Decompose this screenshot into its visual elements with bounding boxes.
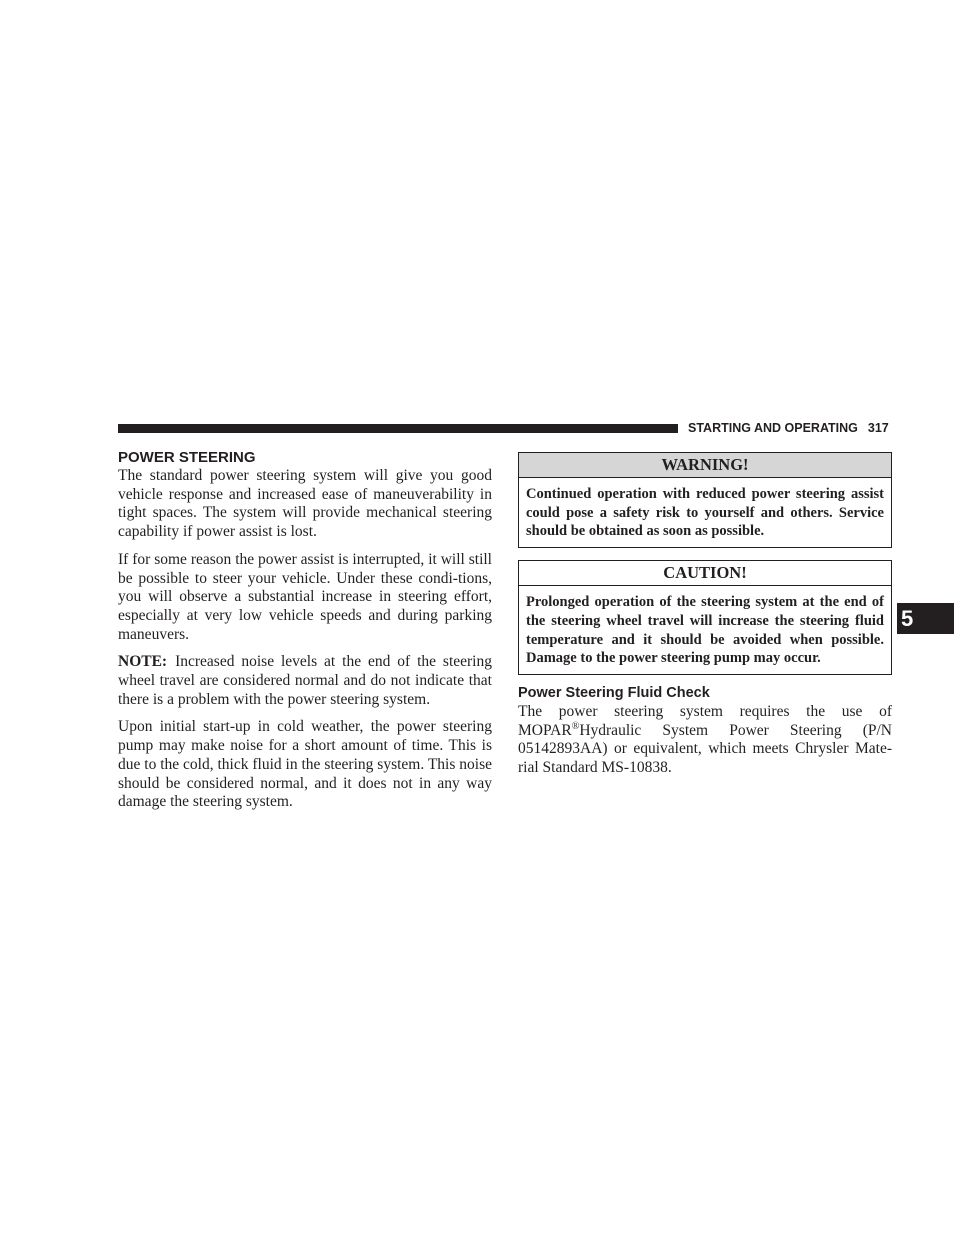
subsection-title: Power Steering Fluid Check xyxy=(518,684,710,701)
warning-box xyxy=(518,452,892,548)
note-label: NOTE: xyxy=(118,653,168,671)
running-header xyxy=(688,420,892,436)
fluid-check-paragraph xyxy=(518,703,892,778)
paragraph-3: Upon initial start-up in cold weather, the power steering pump may make noise for a short amount of time. This is due to the cold, thick fluid in the steering system. This noise should be considered normal, and it does not in any way damage the steering system. xyxy=(118,718,492,811)
caution-heading: CAUTION! xyxy=(519,561,891,586)
fluid-text-before: The power steering system requires the use of MOPAR xyxy=(518,702,892,739)
paragraph-1: The standard power steering system will give you good vehicle response and increased ease of maneuverability in tight spaces. The system will provide mechanical steering capability if power assist is lost. xyxy=(118,467,492,541)
paragraph-2: If for some reason the power assist is interrupted, it will still be possible to steer your vehicle. Under these condi-tions, you will observe a substantial increase in steering effort, especially at very low vehicle speeds and during parking maneuvers. xyxy=(118,550,492,643)
caution-box xyxy=(518,560,892,675)
registered-mark: ® xyxy=(571,720,580,732)
warning-text: Continued operation with reduced power steering assist could pose a safety risk to yourself and others. Service should be obtained as soon as possible. xyxy=(526,486,884,540)
section-title: POWER STEERING xyxy=(118,449,256,466)
page-number: 317 xyxy=(867,421,889,435)
right-column xyxy=(518,452,892,787)
note-paragraph xyxy=(118,653,492,709)
note-text: Increased noise levels at the end of the steering wheel travel are considered normal and do not indicate that there is a problem with the power steering system. xyxy=(118,653,492,708)
left-column xyxy=(118,448,492,821)
header-rule xyxy=(118,424,678,433)
section-label: STARTING AND OPERATING xyxy=(688,421,858,435)
warning-heading: WARNING! xyxy=(519,453,891,478)
caution-text: Prolonged operation of the steering system at the end of the steering wheel travel will increase the steering fluid temperature and it should be avoided when possible. Damage to the power steering pump may occur. xyxy=(526,594,884,667)
fluid-text-after: Hydraulic System Power Steering (P/N 05142893AA) or equivalent, which meets Chrysler Mate-rial Standard MS-10838. xyxy=(518,721,892,777)
chapter-tab: 5 xyxy=(897,603,954,634)
